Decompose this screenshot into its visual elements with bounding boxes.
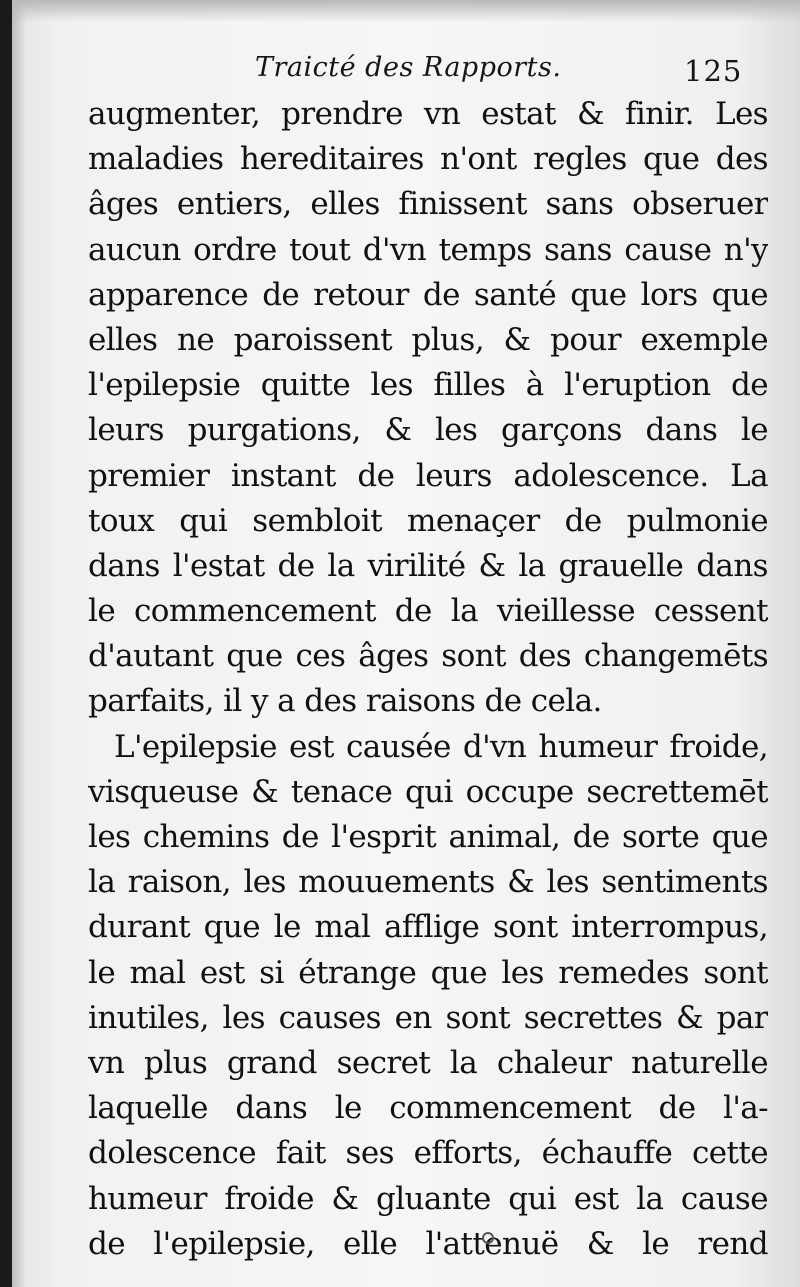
- running-title: Traicté des Rapports.: [255, 52, 562, 83]
- text-line: premier instant de leurs adolescence. La: [88, 457, 768, 494]
- text-line: elles ne paroissent plus, & pour exemple: [88, 321, 768, 358]
- text-line: l'epilepsie quitte les filles à l'eruption de: [88, 367, 768, 404]
- text-line: augmenter, prendre vn estat & finir. Les: [88, 96, 768, 132]
- text-line: visqueuse & tenace qui occupe secrettemēt: [88, 773, 768, 810]
- text-line: durant que le mal afflige sont interrompus,: [88, 909, 768, 946]
- text-line: vn plus grand secret la chaleur naturelle: [88, 1044, 768, 1081]
- page-header: [12, 52, 800, 92]
- text-line: d'autant que ces âges sont des changemēts: [88, 638, 768, 675]
- text-line: dolescence fait ses efforts, échauffe cette: [88, 1135, 768, 1172]
- text-line: de l'epilepsie, elle l'attenuë & le rend: [88, 1225, 768, 1262]
- text-line: laquelle dans le commencement de l'a-: [88, 1090, 768, 1127]
- text-line: âges entiers, elles finissent sans obseruer: [88, 186, 768, 223]
- text-line: les chemins de l'esprit animal, de sorte que: [88, 819, 768, 855]
- text-line: le commencement de la vieillesse cessent: [88, 593, 768, 630]
- text-line: le mal est si étrange que les remedes sont: [88, 954, 768, 991]
- text-line: apparence de retour de santé que lors que: [88, 276, 768, 313]
- text-line: la raison, les mouuements & les sentiments: [88, 864, 768, 901]
- page-top-shadow: [12, 0, 800, 22]
- book-page: [12, 0, 800, 1287]
- text-line: humeur froide & gluante qui est la cause: [88, 1180, 768, 1217]
- body-text: [88, 92, 768, 1267]
- page-number: 125: [684, 54, 743, 88]
- text-line: leurs purgations, & les garçons dans le: [88, 412, 768, 449]
- text-line: aucun ordre tout d'vn temps sans cause n'y: [88, 231, 768, 268]
- page-gutter-shadow: [12, 0, 26, 1287]
- text-line: maladies hereditaires n'ont regles que des: [88, 141, 768, 178]
- paragraph-start-line: L'epilepsie est causée d'vn humeur froide,: [114, 728, 768, 765]
- text-line: inutiles, les causes en sont secrettes & par: [88, 999, 768, 1036]
- paragraph-end-line: parfaits, il y a des raisons de cela.: [88, 683, 602, 720]
- text-line: dans l'estat de la virilité & la grauelle dans: [88, 547, 768, 584]
- text-line: toux qui sembloit menaçer de pulmonie: [88, 502, 768, 539]
- ornament-dot: [482, 1232, 494, 1244]
